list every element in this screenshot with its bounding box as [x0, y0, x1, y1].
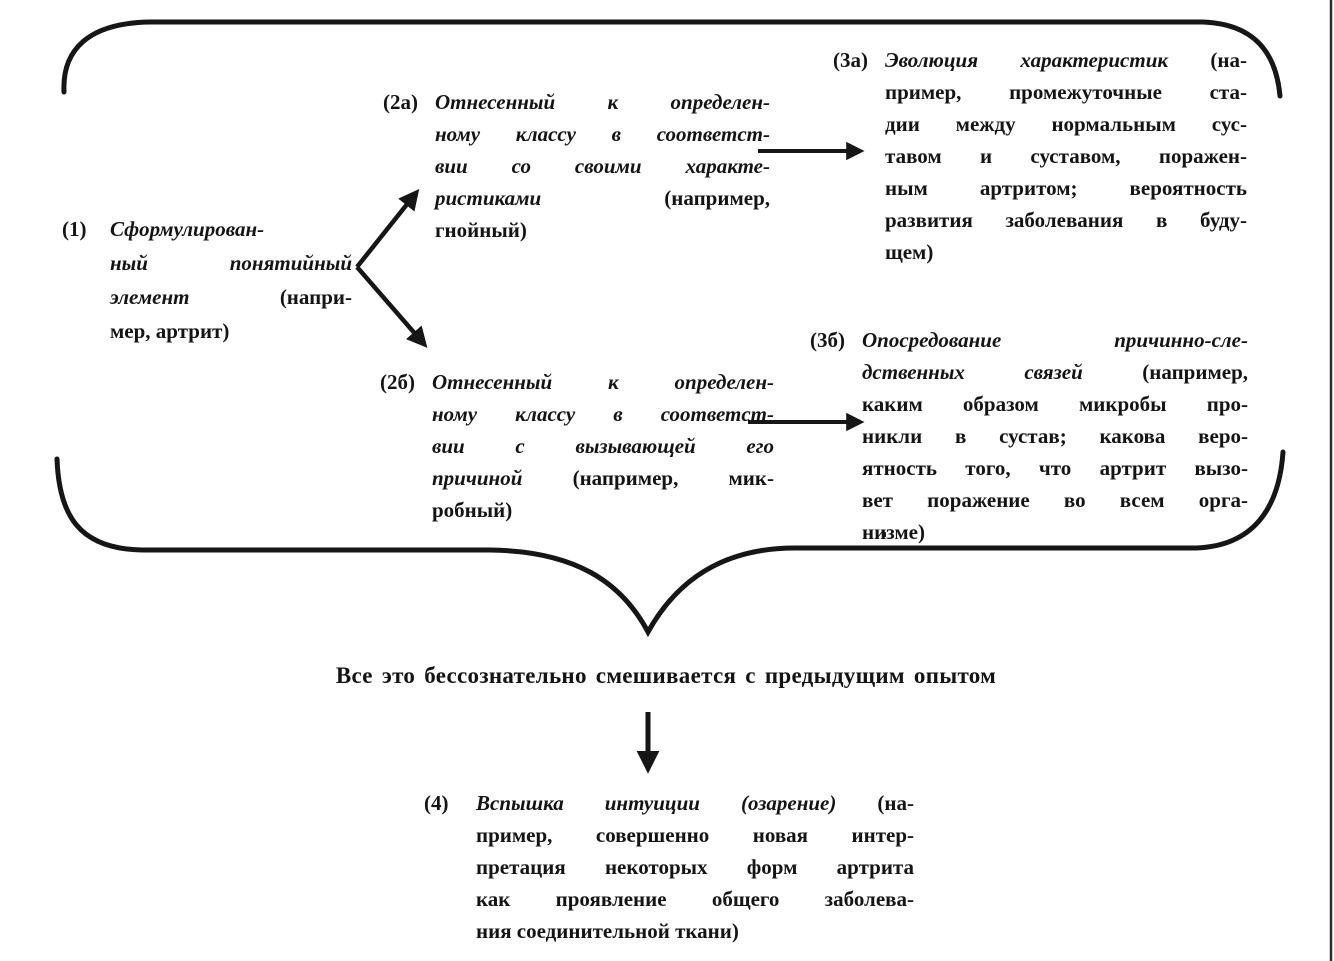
- node-3a-evolution-of-characteristics: [833, 44, 1247, 268]
- node-4-flash-of-intuition: [424, 787, 914, 947]
- node-3a-text: Эволюция характеристик (на- пример, промежуточные ста- дии между нормальным сус- тавом и суставом, поражен- ным артритом; вероятность развития заболевания в буду- щем): [885, 48, 1247, 264]
- node-3b-number: (3б): [810, 328, 845, 352]
- unconscious-mixing-caption: Все это бессознательно смешивается с предыдущим опытом: [335, 663, 997, 688]
- node-2b-number: (2б): [380, 370, 415, 394]
- arrow-1-to-2b: [357, 267, 424, 344]
- node-2a-classified-by-characteristics: [383, 86, 770, 246]
- node-2b-text: Отнесенный к определен- ному классу в соответст- вии с вызывающей его причиной (например, мик- робный): [432, 370, 774, 522]
- node-1-text: Сформулирован- ный понятийный элемент (напри- мер, артрит): [110, 217, 352, 343]
- node-2a-number: (2а): [383, 90, 418, 114]
- node-2a-text: Отнесенный к определен- ному классу в соответст- вии со своими характе- ристиками (например, гнойный): [435, 90, 770, 242]
- node-3b-causal-mediation: [810, 324, 1248, 548]
- node-3a-number: (3а): [833, 48, 868, 72]
- node-1-formulated-concept: [62, 212, 352, 348]
- node-3b-text: Опосредование причинно-сле- дственных связей (например, каким образом микробы про- никли в сустав; какова веро- ятность того, что артрит вызо- вет поражение во всем орга- низме): [862, 328, 1248, 544]
- node-2b-classified-by-cause: [380, 366, 774, 526]
- node-4-number: (4): [424, 791, 449, 815]
- node-1-number: (1): [62, 217, 87, 241]
- node-4-text: Вспышка интуиции (озарение) (на- пример, совершенно новая интер- претация некоторых форм артрита как проявление общего заболева- ния соединительной ткани): [476, 791, 914, 943]
